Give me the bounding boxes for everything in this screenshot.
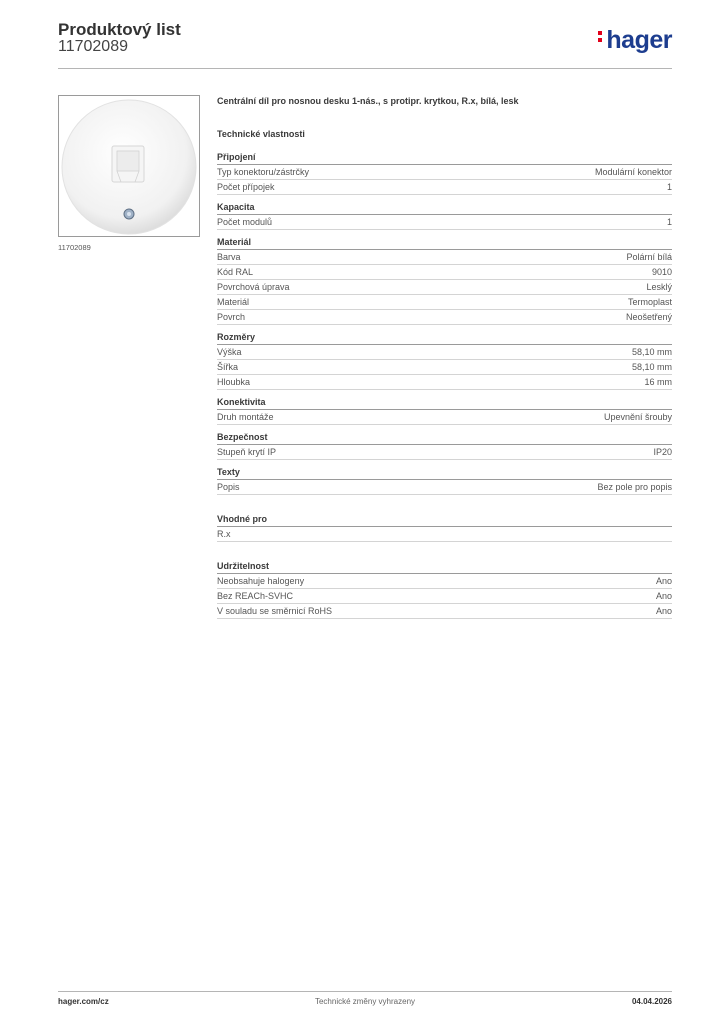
property-label: R.x xyxy=(217,529,231,539)
property-row xyxy=(217,574,672,589)
section-title: Rozměry xyxy=(217,331,672,345)
property-label: Hloubka xyxy=(217,377,251,387)
page-footer xyxy=(58,997,672,1011)
property-value: Lesklý xyxy=(646,282,672,292)
section-title: Kapacita xyxy=(217,201,672,215)
property-value: Bez pole pro popis xyxy=(597,482,672,492)
property-value: Neošetřený xyxy=(625,312,672,322)
property-row xyxy=(217,480,672,495)
section-title: Bezpečnost xyxy=(217,431,672,445)
property-label: Povrchová úprava xyxy=(217,282,290,292)
property-row xyxy=(217,375,672,390)
property-label: Počet přípojek xyxy=(217,182,275,192)
section-texty xyxy=(217,466,672,495)
property-row xyxy=(217,280,672,295)
property-label: Počet modulů xyxy=(217,217,273,227)
property-row xyxy=(217,180,672,195)
section-pripojeni xyxy=(217,151,672,195)
property-row xyxy=(217,360,672,375)
property-value: 1 xyxy=(666,217,672,227)
section-title: Texty xyxy=(217,466,672,480)
page-title: Produktový list xyxy=(58,20,181,39)
property-value: 9010 xyxy=(651,267,672,277)
property-value: Upevnění šrouby xyxy=(603,412,672,422)
page-header xyxy=(58,20,672,70)
header-divider xyxy=(58,68,672,69)
property-label: Druh montáže xyxy=(217,412,274,422)
section-udrzitelnost xyxy=(217,560,672,619)
property-value: 58,10 mm xyxy=(631,347,672,357)
property-row xyxy=(217,165,672,180)
logo-text: hager xyxy=(606,26,672,54)
hager-logo xyxy=(598,26,672,55)
property-row xyxy=(217,589,672,604)
property-value: Ano xyxy=(655,591,672,601)
round-cover-plate-icon xyxy=(59,96,199,236)
section-title: Připojení xyxy=(217,151,672,165)
property-label: V souladu se směrnicí RoHS xyxy=(217,606,333,616)
property-label: Bez REACh-SVHC xyxy=(217,591,294,601)
property-value: Ano xyxy=(655,576,672,586)
product-description: Centrální díl pro nosnou desku 1-nás., s protipr. krytkou, R.x, bílá, lesk xyxy=(217,96,519,106)
property-value: Modulární konektor xyxy=(594,167,672,177)
property-value: Termoplast xyxy=(627,297,672,307)
section-bezpecnost xyxy=(217,431,672,460)
property-label: Barva xyxy=(217,252,241,262)
property-value: 58,10 mm xyxy=(631,362,672,372)
property-value: Ano xyxy=(655,606,672,616)
property-row xyxy=(217,295,672,310)
property-row xyxy=(217,604,672,619)
property-label: Neobsahuje halogeny xyxy=(217,576,305,586)
property-value: Polární bílá xyxy=(626,252,672,262)
property-label: Stupeň krytí IP xyxy=(217,447,277,457)
section-material xyxy=(217,236,672,325)
property-row xyxy=(217,410,672,425)
section-vhodne-pro xyxy=(217,513,672,542)
footer-website-link[interactable]: hager.com/cz xyxy=(58,997,109,1006)
technical-heading: Technické vlastnosti xyxy=(217,129,305,139)
property-label: Kód RAL xyxy=(217,267,254,277)
property-label: Materiál xyxy=(217,297,250,307)
property-row xyxy=(217,445,672,460)
property-label: Typ konektoru/zástrčky xyxy=(217,167,310,177)
property-row xyxy=(217,345,672,360)
property-label: Výška xyxy=(217,347,242,357)
section-title: Vhodné pro xyxy=(217,513,672,527)
product-image xyxy=(58,95,200,237)
section-title: Udržitelnost xyxy=(217,560,672,574)
property-value: 16 mm xyxy=(644,377,672,387)
image-caption: 11702089 xyxy=(58,243,91,252)
product-details xyxy=(217,95,672,619)
property-row xyxy=(217,215,672,230)
footer-date: 04.04.2026 xyxy=(631,997,672,1006)
property-row xyxy=(217,250,672,265)
property-label: Povrch xyxy=(217,312,246,322)
section-konektivita xyxy=(217,396,672,425)
logo-colon-icon xyxy=(598,28,604,45)
property-row xyxy=(217,310,672,325)
section-title: Konektivita xyxy=(217,396,672,410)
section-kapacita xyxy=(217,201,672,230)
product-number: 11702089 xyxy=(58,38,128,55)
property-row xyxy=(217,527,672,542)
property-row xyxy=(217,265,672,280)
footer-divider xyxy=(58,991,672,992)
property-value: 1 xyxy=(666,182,672,192)
section-title: Materiál xyxy=(217,236,672,250)
section-rozmery xyxy=(217,331,672,390)
property-label: Šířka xyxy=(217,362,239,372)
property-label: Popis xyxy=(217,482,240,492)
property-value: IP20 xyxy=(653,447,672,457)
footer-notice: Technické změny vyhrazeny xyxy=(314,997,416,1006)
